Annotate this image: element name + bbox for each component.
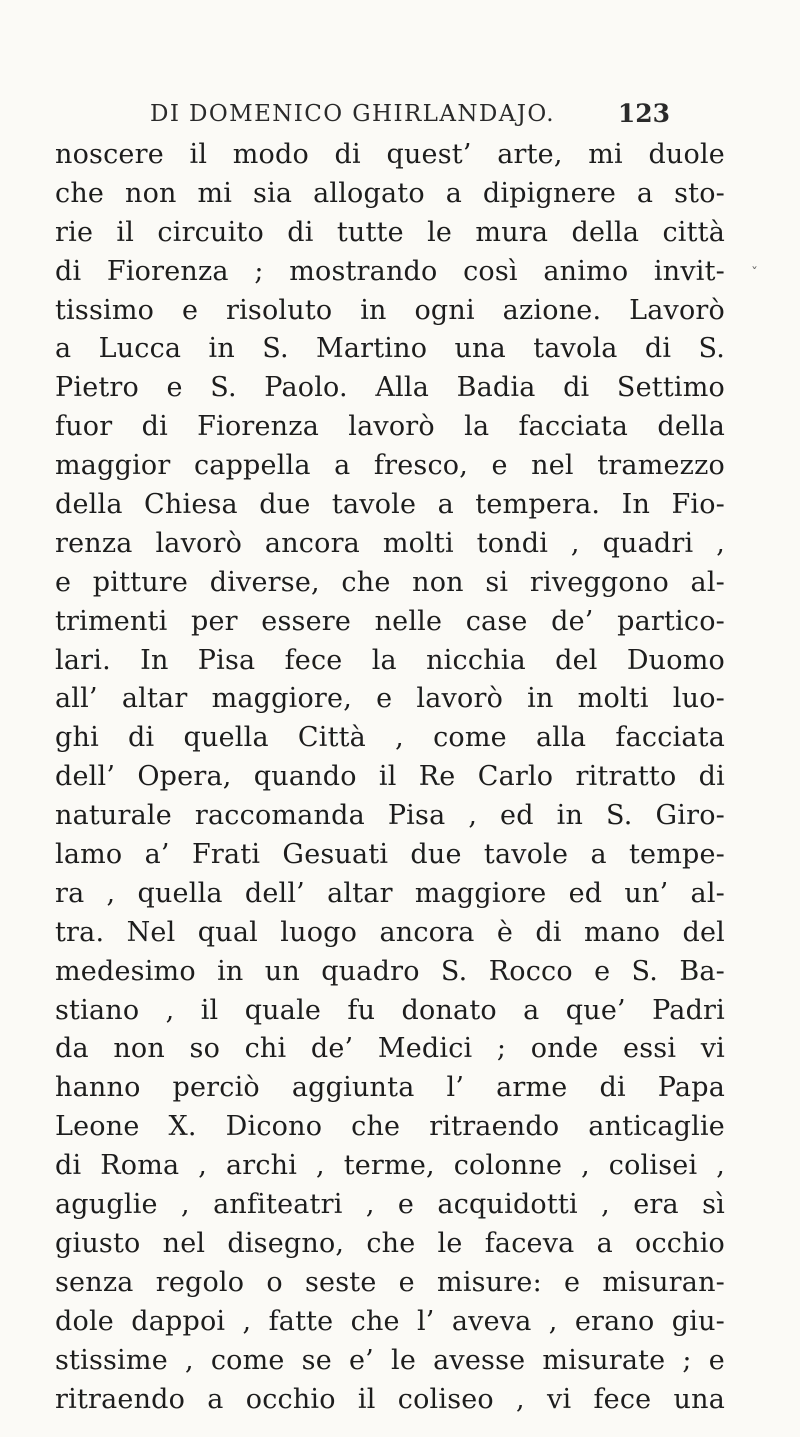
text-line: Pietro e S. Paolo. Alla Badia di Settimo — [55, 372, 725, 404]
text-line: rie il circuito di tutte le mura della città — [55, 216, 725, 248]
text-line: lari. In Pisa fece la nicchia del Duomo — [55, 644, 725, 676]
text-line: a Lucca in S. Martino una tavola di S. — [55, 333, 725, 365]
text-line: lamo a’ Frati Gesuati due tavole a tempe- — [55, 839, 725, 871]
body-text — [55, 136, 725, 1419]
text-line: ghi di quella Città , come alla facciata — [55, 722, 725, 754]
text-line: di Fiorenza ; mostrando così animo invit- — [55, 255, 725, 287]
margin-tick-mark: ˇ — [751, 266, 758, 282]
text-line: dell’ Opera, quando il Re Carlo ritratto di — [55, 761, 725, 793]
page-number: 123 — [617, 99, 670, 128]
text-line: stiano , il quale fu donato a que’ Padri — [55, 994, 725, 1026]
text-line: aguglie , anfiteatri , e acquidotti , era sì — [55, 1189, 725, 1221]
text-line: dole dappoi , fatte che l’ aveva , erano giu- — [55, 1305, 725, 1337]
text-line: che non mi sia allogato a dipignere a sto- — [55, 177, 725, 209]
text-line: Leone X. Dicono che ritraendo anticaglie — [55, 1111, 725, 1143]
text-line: ra , quella dell’ altar maggiore ed un’ al- — [55, 877, 725, 909]
running-head — [150, 97, 670, 141]
text-line: e pitture diverse, che non si riveggono al- — [55, 566, 725, 598]
text-line: tissimo e risoluto in ogni azione. Lavorò — [55, 294, 725, 326]
text-line: giusto nel disegno, che le faceva a occhio — [55, 1227, 725, 1259]
text-line: naturale raccomanda Pisa , ed in S. Giro- — [55, 800, 725, 832]
text-line: fuor di Fiorenza lavorò la facciata della — [55, 411, 725, 443]
text-line: di Roma , archi , terme, colonne , colisei , — [55, 1150, 725, 1182]
text-line: all’ altar maggiore, e lavorò in molti luo- — [55, 683, 725, 715]
text-line: hanno perciò aggiunta l’ arme di Papa — [55, 1072, 725, 1104]
text-line: noscere il modo di quest’ arte, mi duole — [55, 139, 725, 170]
text-line: ritraendo a occhio il coliseo , vi fece una — [55, 1383, 725, 1415]
text-line: della Chiesa due tavole a tempera. In Fio- — [55, 489, 725, 521]
text-line: medesimo in un quadro S. Rocco e S. Ba- — [55, 955, 725, 987]
text-line: renza lavorò ancora molti tondi , quadri , — [55, 527, 725, 559]
text-line: maggior cappella a fresco, e nel tramezzo — [55, 450, 725, 482]
running-head-title: DI DOMENICO GHIRLANDAJO. — [150, 101, 555, 127]
text-line: trimenti per essere nelle case de’ partico- — [55, 605, 725, 637]
text-line: da non so chi de’ Medici ; onde essi vi — [55, 1033, 725, 1065]
text-line: senza regolo o seste e misure: e misuran- — [55, 1266, 725, 1298]
text-line: tra. Nel qual luogo ancora è di mano del — [55, 916, 725, 948]
text-line: stissime , come se e’ le avesse misurate ; e — [55, 1344, 725, 1376]
